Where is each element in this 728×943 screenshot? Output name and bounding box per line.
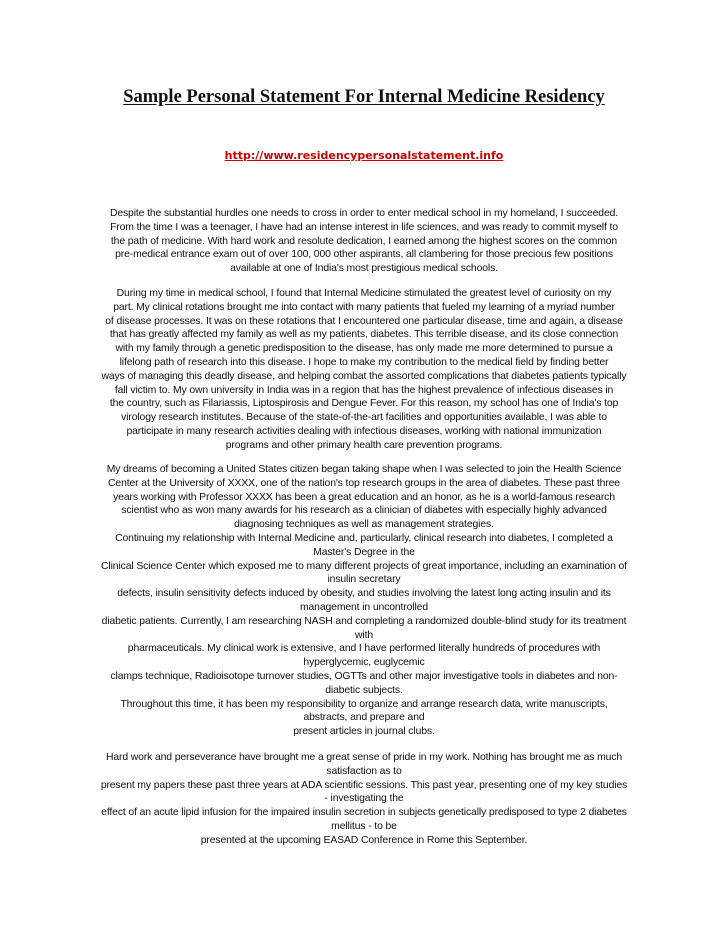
paragraph-line: virology research institutes. Because of the state-of-the-art facilities and opportunities available, I was able to: [121, 412, 607, 424]
paragraph-line: Continuing my relationship with Internal Medicine and, particularly, clinical research into diabetes, I completed a: [115, 532, 613, 544]
paragraph-line: satisfaction as to: [326, 765, 402, 777]
paragraph-line: the country, such as Filariassis, Liptospirosis and Dengue Fever. For this reason, my school has one of India's top: [109, 398, 619, 410]
paragraph-line: During my time in medical school, I found that Internal Medicine stimulated the greatest level of curiosity on my: [116, 288, 612, 299]
paragraph-line: Despite the substantial hurdles one needs to cross in order to enter medical school in my homeland, I succeeded.: [109, 208, 619, 219]
paragraph-line: pre-medical entrance exam out of over 100, 000 other aspirants, all clambering for those precious few positions: [115, 249, 613, 261]
paragraph-line: Throughout this time, it has been my responsibility to organize and arrange research data, write manuscripts,: [120, 698, 608, 710]
paragraph-line: Master's Degree in the: [313, 546, 415, 558]
paragraph-line: available at one of India's most prestigious medical schools.: [230, 263, 498, 275]
paragraph-3: [100, 463, 628, 739]
paragraph-2: [100, 287, 628, 453]
paragraph-line: pharmaceuticals. My clinical work is extensive, and I have performed literally hundreds of procedures with: [127, 643, 601, 655]
paragraph-line: presented at the upcoming EASAD Conference in Rome this September.: [200, 834, 528, 846]
paragraph-line: diabetic subjects.: [325, 684, 403, 696]
paragraph-1: [100, 207, 628, 276]
paragraph-line: ways of managing this deadly disease, and helping combat the assorted complications that diabetes patients typically: [101, 370, 627, 382]
document-title: Sample Personal Statement For Internal Medicine Residency: [123, 87, 605, 107]
paragraph-line: with: [355, 629, 373, 641]
paragraph-line: present my papers these past three years at ADA scientific sessions. This past year, presenting one of my key studies: [100, 779, 628, 791]
paragraph-line: defects, insulin sensitivity defects induced by obesity, and studies involving the latest long acting insulin and its: [117, 588, 611, 600]
paragraph-line: clamps technique, Radioisotope turnover studies, OGTTs and other major investigative tools in diabetes and non-: [110, 670, 618, 682]
paragraph-line: diagnosing techniques as well as management strategies.: [234, 519, 494, 531]
paragraph-line: participate in many research activities dealing with infectious diseases, working with national immunization: [126, 425, 602, 437]
website-link[interactable]: http://www.residencypersonalstatement.info: [224, 149, 504, 162]
paragraph-line: the path of medicine. With hard work and resolute dedication, I earned among the highest scores on the common: [110, 235, 618, 247]
paragraph-line: - investigating the: [324, 793, 404, 805]
paragraph-line: present articles in journal clubs.: [293, 726, 435, 738]
paragraph-line: years working with Professor XXXX has been a great education and an honor, as he is a world-famous research: [113, 491, 615, 503]
paragraph-line: fall victim to. My own university in India was in a region that has the highest prevalence of infectious diseases in: [114, 384, 614, 396]
paragraph-line: Hard work and perseverance have brought me a great sense of pride in my work. Nothing has brought me as much: [105, 752, 623, 763]
paragraph-line: Clinical Science Center which exposed me to many different projects of great importance, including an examination of: [101, 560, 627, 572]
paragraph-line: My dreams of becoming a United States citizen began taking shape when I was selected to join the Health Science: [106, 464, 622, 475]
paragraph-line: abstracts, and prepare and: [303, 712, 425, 724]
paragraph-4: [100, 751, 628, 848]
paragraph-line: Center at the University of XXXX, one of the nation's top research groups in the area of diabetes. These past three: [108, 477, 620, 489]
paragraph-line: programs and other primary health care prevention programs.: [225, 439, 503, 451]
paragraph-line: effect of an acute lipid infusion for the impaired insulin secretion in subjects genetically predisposed to type 2 diabetes: [101, 807, 627, 819]
paragraph-line: From the time I was a teenager, I have had an intense interest in life sciences, and was ready to commit myself to: [110, 221, 618, 233]
paragraph-line: part. My clinical rotations brought me into contact with many patients that fueled my learning of a myriad number: [113, 301, 615, 313]
paragraph-line: diabetic patients. Currently, I am researching NASH and completing a randomized double-blind study for its treatment: [101, 615, 627, 627]
paragraph-line: insulin secretary: [327, 574, 401, 586]
paragraph-line: with my family through a genetic predisposition to the disease, has only made me more determined to pursue a: [115, 343, 613, 355]
paragraph-line: scientist who as won many awards for his research as a clinician of diabetes with especially highly advanced: [121, 505, 607, 517]
paragraph-line: management in uncontrolled: [299, 601, 428, 613]
paragraph-line: mellitus - to be: [331, 820, 397, 832]
paragraph-line: hyperglycemic, euglycemic: [303, 657, 425, 669]
paragraph-line: of disease processes. It was on these rotations that I encountered one particular disease, time and again, a disease: [105, 315, 623, 327]
paragraph-line: lifelong path of research into this disease. I hope to make my contribution to the medical field by finding better: [119, 356, 609, 368]
paragraph-line: that has greatly affected my family as well as my patients, diabetes. This terrible disease, and its close connection: [109, 329, 619, 341]
